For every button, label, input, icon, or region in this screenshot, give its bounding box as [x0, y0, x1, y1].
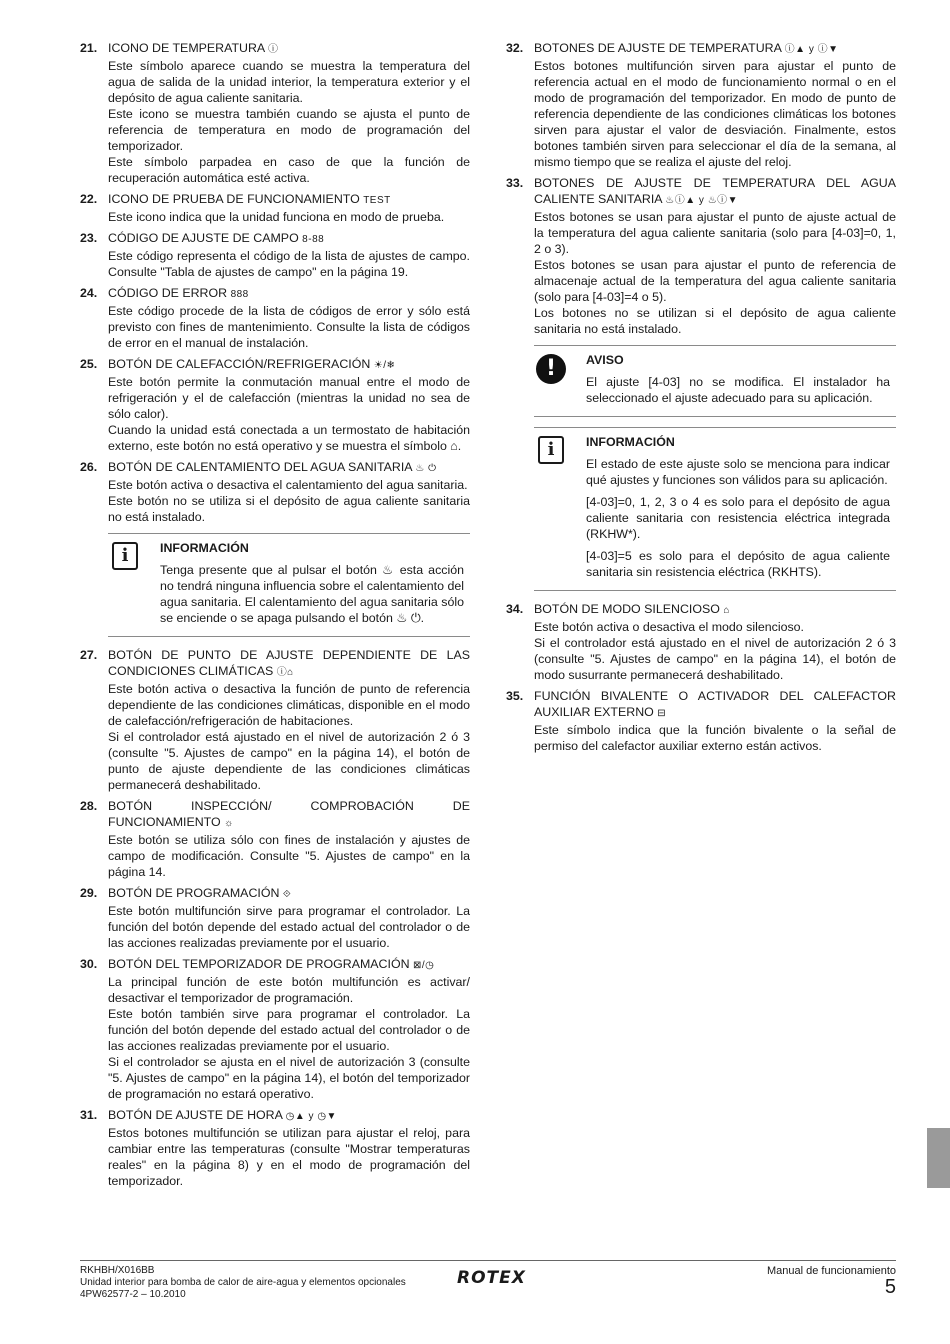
warning-text: El ajuste [4-03] no se modifica. El instalador ha seleccionado el ajuste adecuado para su aplicación. [586, 375, 890, 405]
item-number: 28. [80, 799, 98, 813]
item-number: 33. [506, 176, 524, 190]
item-description: Este símbolo indica que la función bivalente o la señal de permiso del calefactor auxiliar externo están activos. [534, 723, 896, 753]
numbered-item [80, 191, 470, 225]
footer-model: RKHBH/X016BB [80, 1265, 155, 1276]
item-description: Si el controlador está ajustado en el nivel de autorización 2 ó 3 (consulte "5. Ajustes de campo" en la página 14), el botón de modo susurrante permanecerá deshabilitado. [534, 636, 896, 682]
section-tab [927, 1128, 950, 1188]
symbol-icon: 888 [230, 289, 249, 300]
item-title-text: ICONO DE TEMPERATURA [108, 41, 265, 55]
item-description: Este botón no se utiliza si el depósito de agua caliente sanitaria no está instalado. [108, 494, 470, 524]
item-title-text: BOTÓN DEL TEMPORIZADOR DE PROGRAMACIÓN [108, 957, 410, 971]
symbol-icon: ♨ ⏻ [415, 463, 437, 474]
symbol-icon: ⓘ [267, 44, 279, 55]
numbered-item [80, 1107, 470, 1189]
item-description: Estos botones se usan para ajustar el punto de ajuste actual de la temperatura del agua caliente sanitaria (solo para [4-03]=0, 1, 2 o 3). [534, 210, 896, 256]
item-description: Estos botones multifunción sirven para ajustar el punto de referencia actual en el modo de funcionamiento normal o en el modo de programación del temporizador. En modo de punto de referencia dependiente de las condiciones climáticas los botones sirven para ajustar el valor de desviación. Finalmente, estos botones también sirven para seleccionar el día de la semana, al mismo tiempo que se realiza el ajuste del reloj. [534, 59, 896, 169]
numbered-item [80, 230, 470, 280]
note-text: El estado de este ajuste solo se menciona para indicar qué ajustes y funciones son válidos para su aplicación. [586, 457, 890, 487]
item-description: Este botón activa o desactiva el modo silencioso. [534, 620, 804, 634]
symbol-icon: ⓘ▲ y ⓘ▼ [784, 44, 839, 55]
symbol-icon: ◷▲ y ◷▼ [285, 1111, 337, 1122]
footer-divider [80, 1260, 896, 1261]
numbered-item [80, 885, 470, 951]
symbol-icon: ⓘ⌂ [276, 667, 294, 678]
item-title [108, 230, 470, 248]
footer-manual-title: Manual de funcionamiento [766, 1265, 896, 1277]
item-number: 23. [80, 231, 98, 245]
item-number: 30. [80, 957, 98, 971]
item-title [534, 175, 896, 209]
item-description: Este botón se utiliza sólo con fines de instalación y ajustes de campo de modificación. Consulte "5. Ajustes de campo" en la página 14. [108, 833, 470, 879]
item-title-text: CÓDIGO DE ERROR [108, 286, 228, 300]
item-title-text: BOTÓN DE CALEFACCIÓN/REFRIGERACIÓN [108, 357, 371, 371]
item-title-text: BOTÓN INSPECCIÓN/ COMPROBACIÓN DE FUNCIONAMIENTO [108, 799, 470, 829]
symbol-icon: 8-88 [302, 234, 325, 245]
item-title [108, 191, 470, 209]
item-number: 32. [506, 41, 524, 55]
numbered-item [80, 285, 470, 351]
item-title-text: BOTONES DE AJUSTE DE TEMPERATURA DEL AGUA CALIENTE SANITARIA [534, 176, 896, 206]
numbered-item [80, 798, 470, 880]
item-description: Si el controlador se ajusta en el nivel de autorización 3 (consulte "5. Ajustes de campo" en la página 14), el botón del temporizador de programación no estará operativo. [108, 1055, 470, 1101]
item-number: 34. [506, 602, 524, 616]
item-number: 31. [80, 1108, 98, 1122]
warning-icon: ! [536, 354, 566, 384]
symbol-icon: ⊟ [657, 708, 667, 719]
item-number: 35. [506, 689, 524, 703]
item-title-text: BOTÓN DE CALENTAMIENTO DEL AGUA SANITARIA [108, 460, 412, 474]
item-title [108, 285, 470, 303]
info-note-left [108, 533, 470, 637]
item-number: 29. [80, 886, 98, 900]
footer-doc-code: 4PW62577-2 – 10.2010 [80, 1289, 186, 1300]
numbered-item [80, 956, 470, 1102]
symbol-icon: ⊠/◷ [413, 960, 435, 971]
item-description: Si el controlador está ajustado en el nivel de autorización 2 ó 3 (consulte "5. Ajustes de campo" en la página 14), el botón de punto de ajuste dependiente de las condiciones climáticas permanecerá deshabilitado. [108, 730, 470, 792]
numbered-item [80, 40, 470, 186]
item-description: Este botón activa o desactiva el calentamiento del agua sanitaria. [108, 478, 468, 492]
rotex-logo: ROTEX [457, 1268, 526, 1288]
item-title [108, 459, 470, 477]
item-description: Estos botones se usan para ajustar el punto de referencia de almacenaje actual de la temperatura del agua caliente sanitaria (solo para [4-03]=4 o 5). [534, 258, 896, 304]
item-description: Este código representa el código de la lista de ajustes de campo. Consulte "Tabla de ajustes de campo" en la página 19. [108, 249, 470, 279]
item-number: 22. [80, 192, 98, 206]
item-description: Este símbolo parpadea en caso de que la función de recuperación automática esté activa. [108, 155, 470, 185]
item-title [534, 601, 896, 619]
item-title [108, 647, 470, 681]
item-title [108, 956, 470, 974]
item-title-text: CÓDIGO DE AJUSTE DE CAMPO [108, 231, 299, 245]
item-number: 27. [80, 648, 98, 662]
item-description: Este símbolo aparece cuando se muestra la temperatura del agua de salida de la unidad interior, la temperatura exterior y el depósito de agua caliente sanitaria. [108, 59, 470, 105]
symbol-icon: TEST [363, 195, 391, 206]
note-text: Tenga presente que al pulsar el botón ♨ esta acción no tendrá ninguna influencia sobre el calentamiento del agua sanitaria. El calentamiento del agua sanitaria sólo se enciende o se apaga pulsando el botón ♨ ⏻. [160, 563, 464, 625]
item-number: 24. [80, 286, 98, 300]
item-description: La principal función de este botón multifunción es activar/ desactivar el temporizador de programación. [108, 975, 470, 1005]
numbered-item [80, 356, 470, 454]
note-heading: INFORMACIÓN [586, 435, 675, 449]
footer-description: Unidad interior para bomba de calor de aire-agua y elementos opcionales [80, 1277, 406, 1288]
warning-note [534, 345, 896, 417]
info-icon [112, 542, 138, 570]
item-number: 26. [80, 460, 98, 474]
item-description: Este código procede de la lista de códigos de error y sólo está previsto con fines de mantenimiento. Consulte la lista de códigos de error en el manual de instalación. [108, 304, 470, 350]
page-number: 5 [884, 1276, 896, 1298]
item-title-text: ICONO DE PRUEBA DE FUNCIONAMIENTO [108, 192, 360, 206]
numbered-item [506, 40, 896, 170]
item-title [108, 1107, 470, 1125]
numbered-item [80, 647, 470, 793]
numbered-item [506, 601, 896, 683]
item-title-text: BOTONES DE AJUSTE DE TEMPERATURA [534, 41, 782, 55]
info-icon-glyph: i [547, 439, 555, 460]
note-text: [4-03]=0, 1, 2, 3 o 4 es solo para el depósito de agua caliente sanitaria con resistencia eléctrica integrada (RKHW*). [586, 495, 890, 541]
item-description: Este botón activa o desactiva la función de punto de referencia dependiente de las condiciones climáticas, disponible en el modo de calefacción/refrigeración de habitaciones. [108, 682, 470, 728]
warning-heading: AVISO [586, 353, 624, 367]
right-column [506, 40, 896, 759]
left-items-group [80, 40, 470, 525]
item-description: Este botón también sirve para programar el controlador. La función del botón depende del estado actual del controlador o de las acciones realizadas previamente por el usuario. [108, 1007, 470, 1053]
item-title [534, 40, 896, 58]
item-title-text: BOTÓN DE MODO SILENCIOSO [534, 602, 720, 616]
item-title [534, 688, 896, 722]
symbol-icon: ☀/❄ [373, 360, 396, 371]
numbered-item [506, 175, 896, 337]
item-description: Este icono se muestra también cuando se ajusta el punto de referencia de temperatura en modo de programación del temporizador. [108, 107, 470, 153]
symbol-icon: ⌂ [723, 605, 730, 616]
symbol-icon: ☼ [224, 818, 234, 829]
item-description: Este icono indica que la unidad funciona en modo de prueba. [108, 210, 445, 224]
footer-info [80, 1265, 406, 1301]
item-title [108, 40, 470, 58]
info-note-right [534, 427, 896, 591]
info-icon [538, 436, 564, 464]
info-icon-glyph: i [121, 545, 129, 566]
item-description: Este botón permite la conmutación manual entre el modo de refrigeración y el de calefacción (mientras la unidad no sea de sólo calor). [108, 375, 470, 421]
item-title-text: BOTÓN DE PUNTO DE AJUSTE DEPENDIENTE DE LAS CONDICIONES CLIMÁTICAS [108, 648, 470, 678]
note-text: [4-03]=5 es solo para el depósito de agua caliente sanitaria sin resistencia eléctrica (RKHTS). [586, 549, 890, 579]
item-description: Cuando la unidad está conectada a un termostato de habitación externo, este botón no está operativo y se muestra el símbolo ⌂. [108, 423, 470, 453]
item-title [108, 798, 470, 832]
symbol-icon: ⟐ [282, 889, 292, 900]
left-items-group-2 [80, 647, 470, 1189]
item-description: Este botón multifunción sirve para programar el controlador. La función del botón depende del estado actual del controlador o de las acciones realizadas previamente por el usuario. [108, 904, 470, 950]
left-column [80, 40, 470, 1194]
item-description: Los botones no se utilizan si el depósito de agua caliente sanitaria no está instalado. [534, 306, 896, 336]
item-title-text: FUNCIÓN BIVALENTE O ACTIVADOR DEL CALEFACTOR AUXILIAR EXTERNO [534, 689, 896, 719]
item-title-text: BOTÓN DE AJUSTE DE HORA [108, 1108, 283, 1122]
item-number: 21. [80, 41, 98, 55]
numbered-item [506, 688, 896, 754]
item-description: Estos botones multifunción se utilizan para ajustar el reloj, para cambiar entre las temperaturas (consulte "Mostrar temperaturas reales" en la página 8) y en el modo de programación del temporizador. [108, 1126, 470, 1188]
right-items-group [506, 40, 896, 337]
item-number: 25. [80, 357, 98, 371]
item-title [108, 356, 470, 374]
note-heading: INFORMACIÓN [160, 541, 249, 555]
numbered-item [80, 459, 470, 525]
item-title-text: BOTÓN DE PROGRAMACIÓN [108, 886, 280, 900]
item-title [108, 885, 470, 903]
symbol-icon: ♨ⓘ▲ y ♨ⓘ▼ [665, 195, 739, 206]
right-items-group-2 [506, 601, 896, 754]
